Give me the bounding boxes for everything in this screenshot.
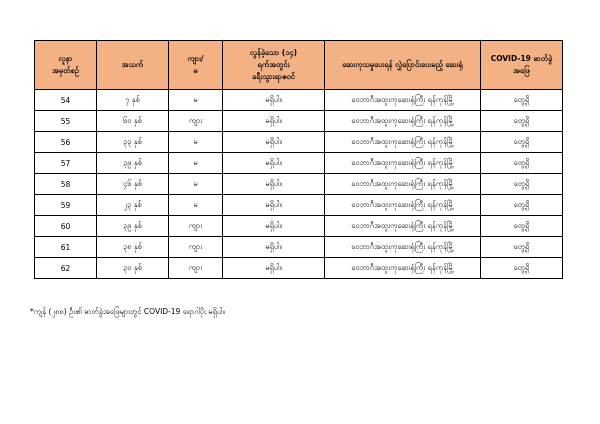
cell-test-result: တွေ့ရှိ [481, 132, 563, 153]
cell-hospital: ဝေဘာဂီအထူးကုဆေးရုံကြီး ရန်ကုန်မြို့ [325, 195, 481, 216]
cell-test-result: တွေ့ရှိ [481, 216, 563, 237]
table-body [35, 90, 563, 279]
cell-test-result: တွေ့ရှိ [481, 174, 563, 195]
header-line: ခရီးသွားရာဇဝင် [252, 72, 295, 81]
header-hospital [325, 41, 481, 90]
table-row [35, 237, 563, 258]
header-patient-no [35, 41, 97, 90]
header-line: မ [193, 66, 198, 75]
header-age [97, 41, 169, 90]
cell-age: ၃၀ နှစ် [97, 258, 169, 279]
header-line: ဆေးကုသမှုပေးရန် လွှဲပြောင်းပေးမည့် ဆေးရုံ [342, 60, 463, 69]
header-line: COVID-19 ဓာတ်ခွဲ [490, 54, 553, 63]
cell-patient-no: 57 [35, 153, 97, 174]
cell-sex: မ [169, 132, 223, 153]
table-row [35, 174, 563, 195]
table-header [35, 41, 563, 90]
table-row [35, 153, 563, 174]
cell-travel-history: မရှိပါ။ [223, 216, 325, 237]
cell-sex: ကျား [169, 111, 223, 132]
footnote: *ကျန် (၂၈၈) ဦး၏ ဓာတ်ခွဲအဖြေများတွင် COVID-19 ရောဂါပိုး မရှိပါ။ [30, 307, 225, 316]
cell-travel-history: မရှိပါ။ [223, 132, 325, 153]
cell-hospital: ဝေဘာဂီအထူးကုဆေးရုံကြီး ရန်ကုန်မြို့ [325, 237, 481, 258]
header-line: အသက် [121, 60, 144, 69]
header-travel-history [223, 41, 325, 90]
cell-test-result: တွေ့ရှိ [481, 237, 563, 258]
table-row [35, 132, 563, 153]
cell-hospital: ဝေဘာဂီအထူးကုဆေးရုံကြီး ရန်ကုန်မြို့ [325, 216, 481, 237]
cell-patient-no: 58 [35, 174, 97, 195]
cell-patient-no: 59 [35, 195, 97, 216]
cell-hospital: ဝေဘာဂီအထူးကုဆေးရုံကြီး ရန်ကုန်မြို့ [325, 258, 481, 279]
cell-travel-history: မရှိပါ။ [223, 111, 325, 132]
cell-travel-history: မရှိပါ။ [223, 153, 325, 174]
table-row [35, 90, 563, 111]
table-row [35, 258, 563, 279]
header-line: ကျား/ [187, 54, 204, 63]
cell-patient-no: 55 [35, 111, 97, 132]
cell-sex: မ [169, 153, 223, 174]
table-row [35, 111, 563, 132]
cell-patient-no: 54 [35, 90, 97, 111]
cell-travel-history: မရှိပါ။ [223, 90, 325, 111]
cell-age: ၃၉ နှစ် [97, 153, 169, 174]
cell-test-result: တွေ့ရှိ [481, 90, 563, 111]
header-line: အဖြေ [513, 66, 530, 75]
cell-age: ၃၉ နှစ် [97, 216, 169, 237]
cell-test-result: တွေ့ရှိ [481, 258, 563, 279]
cell-patient-no: 61 [35, 237, 97, 258]
cell-travel-history: မရှိပါ။ [223, 258, 325, 279]
cell-age: ၇ နှစ် [97, 90, 169, 111]
cell-patient-no: 56 [35, 132, 97, 153]
cell-sex: မ [169, 90, 223, 111]
header-line: အမှတ်စဉ် [52, 66, 79, 75]
header-test-result [481, 41, 563, 90]
cell-sex: ကျား [169, 237, 223, 258]
cell-patient-no: 62 [35, 258, 97, 279]
cell-hospital: ဝေဘာဂီအထူးကုဆေးရုံကြီး ရန်ကုန်မြို့ [325, 174, 481, 195]
cell-test-result: တွေ့ရှိ [481, 153, 563, 174]
header-sex [169, 41, 223, 90]
cell-age: ၂၃ နှစ် [97, 195, 169, 216]
header-line: ရက်အတွင်း [257, 60, 290, 69]
cell-age: ၃၃ နှစ် [97, 132, 169, 153]
cell-sex: မ [169, 195, 223, 216]
cell-travel-history: မရှိပါ။ [223, 195, 325, 216]
cell-hospital: ဝေဘာဂီအထူးကုဆေးရုံကြီး ရန်ကုန်မြို့ [325, 153, 481, 174]
cell-hospital: ဝေဘာဂီအထူးကုဆေးရုံကြီး ရန်ကုန်မြို့ [325, 132, 481, 153]
cell-hospital: ဝေဘာဂီအထူးကုဆေးရုံကြီး ရန်ကုန်မြို့ [325, 90, 481, 111]
cell-test-result: တွေ့ရှိ [481, 111, 563, 132]
header-line: လွန်ခဲ့သော (၁၄) [249, 48, 298, 57]
cell-hospital: ဝေဘာဂီအထူးကုဆေးရုံကြီး ရန်ကုန်မြို့ [325, 111, 481, 132]
cell-patient-no: 60 [35, 216, 97, 237]
cell-sex: မ [169, 174, 223, 195]
cell-travel-history: မရှိပါ။ [223, 174, 325, 195]
cell-travel-history: မရှိပါ။ [223, 237, 325, 258]
table-row [35, 216, 563, 237]
table-row [35, 195, 563, 216]
cell-age: ၃၈ နှစ် [97, 237, 169, 258]
cell-age: ၆၀ နှစ် [97, 111, 169, 132]
cell-age: ၄၆ နှစ် [97, 174, 169, 195]
cell-test-result: တွေ့ရှိ [481, 195, 563, 216]
header-row [35, 41, 563, 90]
cell-sex: ကျား [169, 258, 223, 279]
cell-sex: ကျား [169, 216, 223, 237]
header-line: လူနာ [58, 54, 73, 63]
patient-table [34, 40, 563, 279]
